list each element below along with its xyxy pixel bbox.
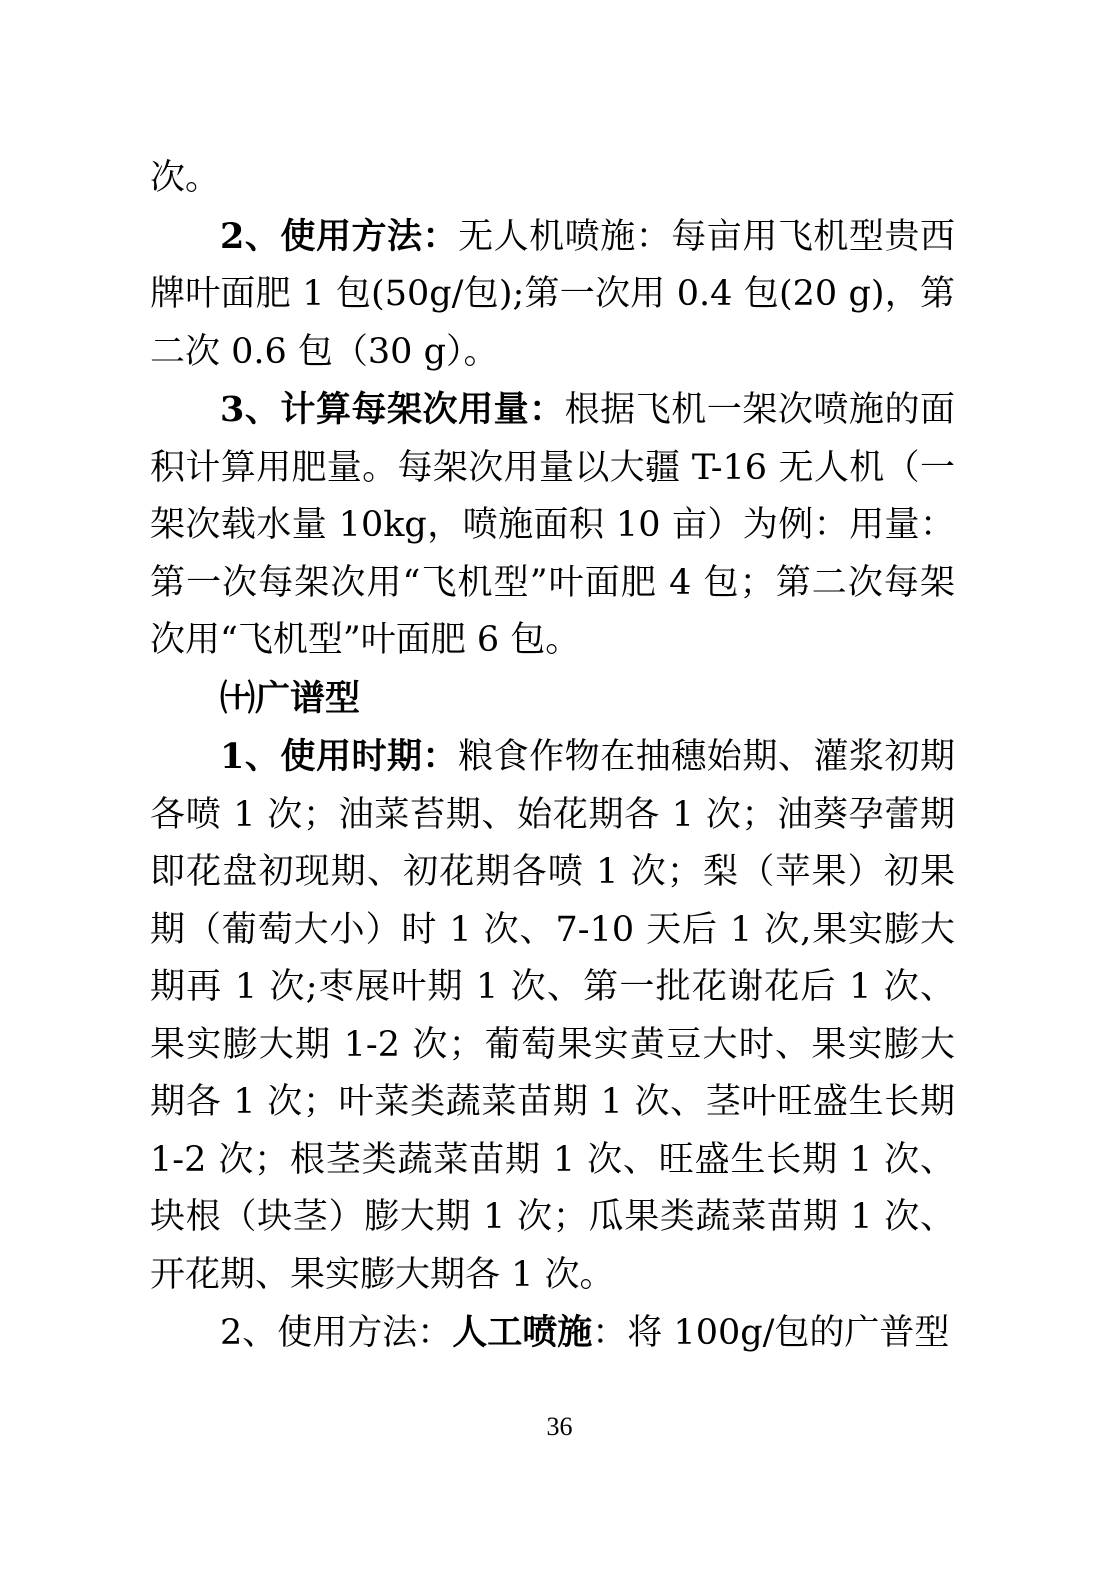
section-heading: 2、使用方法： bbox=[220, 215, 459, 257]
paragraph-dosage-calculation bbox=[150, 381, 955, 670]
section-heading: 3、计算每架次用量： bbox=[220, 389, 565, 430]
paragraph-usage-method-manual bbox=[150, 1304, 955, 1363]
paragraph-usage-period bbox=[150, 728, 955, 1304]
paragraph-usage-method-drone bbox=[150, 208, 955, 382]
page-number: 36 bbox=[546, 1412, 573, 1441]
text-run: 次。 bbox=[150, 158, 221, 198]
text-run: 根据飞机一架次喷施的面积计算用肥量。每架次用量以大疆 T-16 无人机（一架次载水量 10kg，喷施面积 10 亩）为例：用量：第一次每架次用“飞机型”叶面肥 4 包；第二次每架次用“飞机型”叶面肥 6 包。 bbox=[150, 390, 955, 660]
emphasis-text: 人工喷施 bbox=[452, 1312, 593, 1353]
text-run: 粮食作物在抽穗始期、灌浆初期各喷 1 次；油菜苔期、始花期各 1 次；油葵孕蕾期即花盘初现期、初花期各喷 1 次；梨（苹果）初果期（葡萄大小）时 1 次、7-10 天后 1 次,果实膨大期再 1 次;枣展叶期 1 次、第一批花谢花后 1 次、果实膨大期 1-2 次；葡萄果实黄豆大时、果实膨大期各 1 次；叶菜类蔬菜苗期 1 次、茎叶旺盛生长期 1-2 次；根茎类蔬菜苗期 1 次、旺盛生长期 1 次、块根（块茎）膨大期 1 次；瓜果类蔬菜苗期 1 次、开花期、果实膨大期各 1 次。 bbox=[150, 737, 955, 1295]
section-heading: 2、使用方法： bbox=[220, 1313, 453, 1353]
body-text bbox=[150, 150, 955, 1363]
subsection-heading: ㈩广谱型 bbox=[220, 677, 361, 719]
subsection-title bbox=[150, 670, 955, 729]
text-run: ：将 100g/包的广普型 bbox=[592, 1313, 950, 1353]
section-heading: 1、使用时期： bbox=[220, 736, 459, 777]
text-run: 无人机喷施：每亩用飞机型贵西牌叶面肥 1 包(50g/包);第一次用 0.4 包(20 g)，第二次 0.6 包（30 g）。 bbox=[150, 216, 955, 372]
paragraph-continuation bbox=[150, 150, 955, 208]
